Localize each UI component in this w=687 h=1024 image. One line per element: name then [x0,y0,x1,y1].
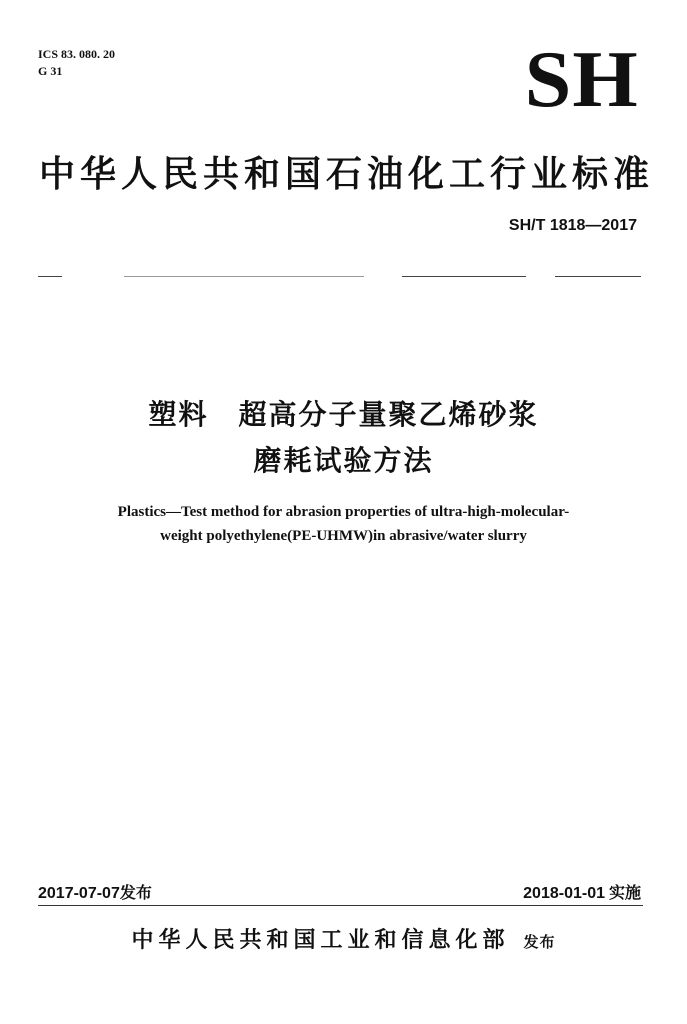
effective-label: 实施 [608,883,641,902]
title-cn-part-1: 塑料 [148,398,209,431]
english-title [0,500,687,548]
class-code: G 31 [38,64,63,78]
bottom-divider [38,905,643,906]
effective-date-block [523,883,641,904]
release-date: 2017-07-07 [38,885,120,902]
divider-rule-left [38,276,62,277]
release-label: 发布 [119,883,152,902]
standard-number: SH/T 1818—2017 [508,217,637,234]
divider-rule-center-right [402,276,526,277]
divider-rule-right [555,276,641,277]
english-title-line-2: weight polyethylene(PE-UHMW)in abrasive/water slurry [160,528,527,544]
chinese-title-line-2: 磨耗试验方法 [253,444,434,477]
ics-code: ICS 83. 080. 20 [38,47,116,61]
chinese-title-line-1 [0,392,687,438]
title-cn-part-2: 超高分子量聚乙烯砂浆 [238,398,539,431]
effective-date: 2018-01-01 [523,885,605,902]
issuing-authority [0,926,687,957]
standard-category-title: 中华人民共和国石油化工行业标准 [38,154,654,195]
english-title-line-1: Plastics—Test method for abrasion properties of ultra-high-molecular- [117,504,570,520]
sh-logo: SH [524,36,639,124]
divider-rule-middle [124,276,364,277]
classification-codes [38,46,115,80]
issuer-label: 发布 [523,933,556,951]
issuer-name: 中华人民共和国工业和信息化部 [131,928,510,953]
release-date-block [38,883,152,904]
